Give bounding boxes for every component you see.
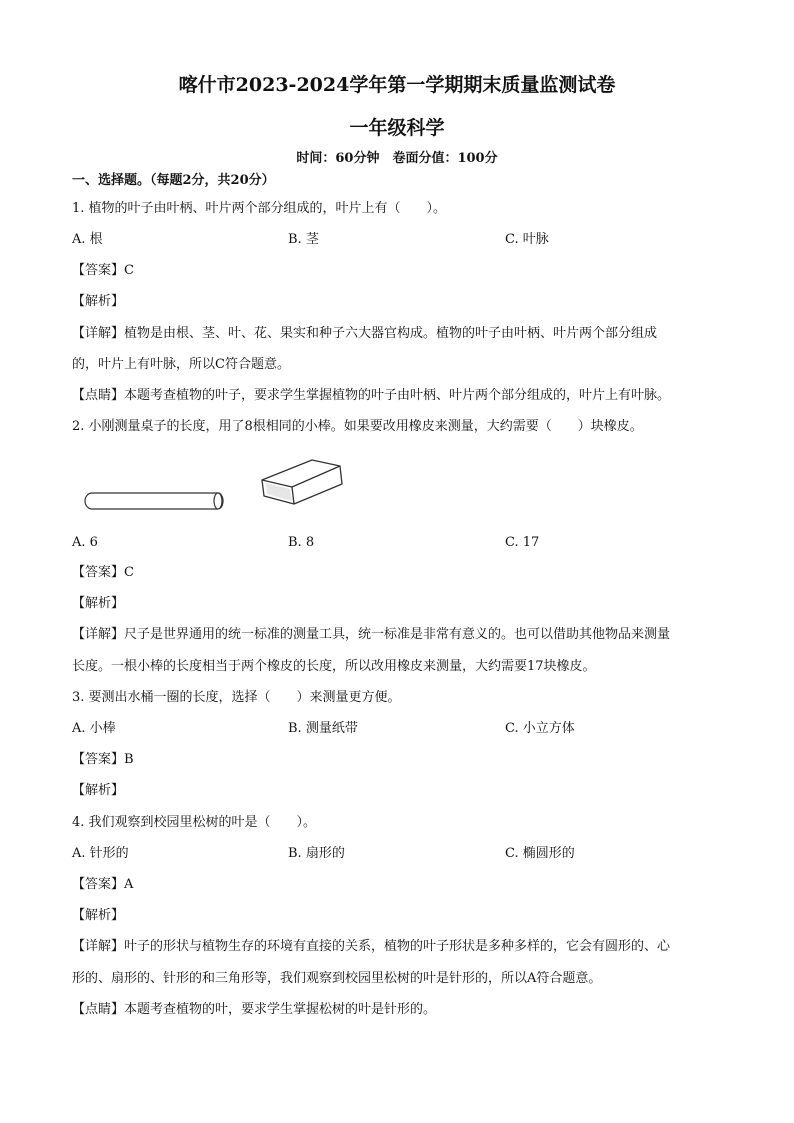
question-1-detail-line-2: 的，叶片上有叶脉，所以C符合题意。: [72, 357, 290, 372]
question-1-stem: 1. 植物的叶子由叶柄、叶片两个部分组成的，叶片上有（ ）。: [72, 201, 447, 216]
section-heading: 一、选择题。（每题2分，共20分）: [72, 173, 275, 188]
question-2-detail-line-1: 【详解】尺子是世界通用的统一标准的测量工具，统一标准是非常有意义的。也可以借助其他物品来测量: [72, 627, 671, 642]
question-1-option-c: C. 叶脉: [505, 232, 549, 247]
question-4-option-c: C. 椭圆形的: [505, 846, 575, 861]
exam-subtitle: 一年级科学: [349, 117, 445, 139]
question-4-comment: 【点睛】本题考查植物的叶，要求学生掌握松树的叶是针形的。: [72, 1002, 437, 1017]
question-4-detail-line-1: 【详解】叶子的形状与植物生存的环境有直接的关系，植物的叶子形状是多种多样的，它会有圆形的、心: [72, 939, 671, 954]
exam-title: 喀什市2023-2024学年第一学期期末质量监测试卷: [178, 74, 616, 96]
question-1-option-a: A. 根: [72, 232, 103, 247]
question-3-analysis: 【解析】: [72, 783, 125, 798]
question-1-answer: 【答案】C: [72, 263, 134, 278]
question-2-option-a: A. 6: [72, 535, 98, 550]
question-2-answer: 【答案】C: [72, 565, 134, 580]
eraser-illustration: [256, 456, 348, 510]
question-2-analysis: 【解析】: [72, 596, 125, 611]
question-4-detail-line-2: 形的、扇形的、针形的和三角形等，我们观察到校园里松树的叶是针形的，所以A符合题意。: [72, 971, 602, 986]
question-2-option-c: C. 17: [505, 535, 540, 550]
question-1-comment: 【点睛】本题考查植物的叶子，要求学生掌握植物的叶子由叶柄、叶片两个部分组成的，叶片上有叶脉。: [72, 388, 671, 403]
stick-illustration: [84, 490, 226, 512]
question-4-option-a: A. 针形的: [72, 846, 129, 861]
question-1-option-b: B. 茎: [288, 232, 319, 247]
question-2-detail-line-2: 长度。一根小棒的长度相当于两个橡皮的长度，所以改用橡皮来测量，大约需要17块橡皮。: [72, 659, 596, 674]
question-3-option-a: A. 小棒: [72, 721, 116, 736]
question-4-answer: 【答案】A: [72, 877, 134, 892]
question-3-stem: 3. 要测出水桶一圈的长度，选择（ ）来测量更方便。: [72, 690, 401, 705]
question-4-analysis: 【解析】: [72, 908, 125, 923]
question-1-detail-line-1: 【详解】植物是由根、茎、叶、花、果实和种子六大器官构成。植物的叶子由叶柄、叶片两个部分组成: [72, 326, 658, 341]
question-3-option-b: B. 测量纸带: [288, 721, 358, 736]
question-2-stem: 2. 小刚测量桌子的长度，用了8根相同的小棒。如果要改用橡皮来测量，大约需要（ ）块橡皮。: [72, 419, 643, 434]
question-1-analysis: 【解析】: [72, 294, 125, 309]
question-4-option-b: B. 扇形的: [288, 846, 345, 861]
question-2-option-b: B. 8: [288, 535, 315, 550]
question-3-answer: 【答案】B: [72, 752, 134, 767]
question-4-stem: 4. 我们观察到校园里松树的叶是（ ）。: [72, 815, 317, 830]
exam-meta: 时间：60分钟 卷面分值：100分: [296, 151, 498, 166]
question-3-option-c: C. 小立方体: [505, 721, 575, 736]
